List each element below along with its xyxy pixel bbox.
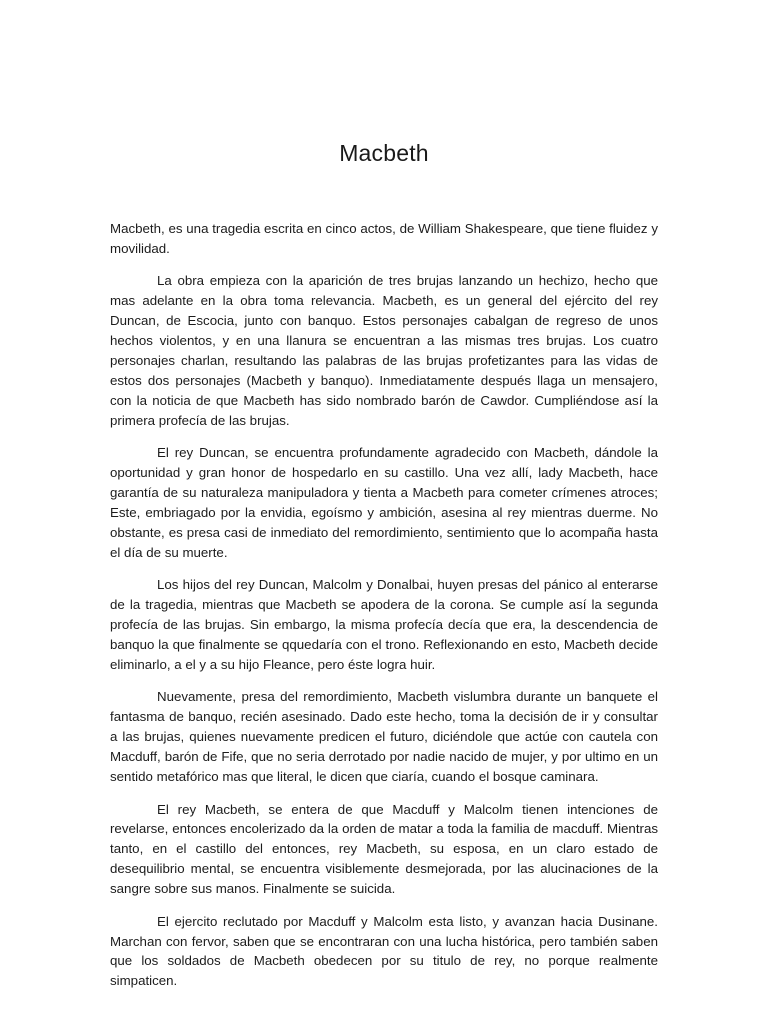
paragraph-banquet: Nuevamente, presa del remordimiento, Macbeth vislumbra durante un banquete el fantasma de banquo, recién asesinado. Dado este hecho, toma la decisión de ir y consultar a las brujas, quienes nuevamente predicen el futuro, diciéndole que actúe con cautela con Macduff, barón de Fife, que no seria derrotado por nadie nacido de mujer, y por ultimo en un sentido metafórico mas que literal, le dicen que ciaría, cuando el bosque caminara. <box>110 689 658 785</box>
paragraph-intro: Macbeth, es una tragedia escrita en cinco actos, de William Shakespeare, que tiene fluidez y movilidad. <box>110 221 658 256</box>
document-title: Macbeth <box>339 140 429 166</box>
document-body <box>110 219 658 1004</box>
paragraph-witches: La obra empieza con la aparición de tres brujas lanzando un hechizo, hecho que mas adelante en la obra toma relevancia. Macbeth, es un general del ejército del rey Duncan, de Escocia, junto con banquo. Estos personajes cabalgan de regreso de unos hechos violentos, y en una llanura se encuentran a las mismas tres brujas. Los cuatro personajes charlan, resultando las palabras de las brujas profetizantes para las vidas de estos dos personajes (Macbeth y banquo). Inmediatamente después llaga un mensajero, con la noticia de que Macbeth has sido nombrado barón de Cawdor. Cumpliéndose así la primera profecía de las brujas. <box>110 273 658 428</box>
paragraph-duncan: El rey Duncan, se encuentra profundamente agradecido con Macbeth, dándole la oportunidad y gran honor de hospedarlo en su castillo. Una vez allí, lady Macbeth, hace garantía de su naturaleza manipuladora y tienta a Macbeth para cometer crímenes atroces; Este, embriagado por la envidia, egoísmo y ambición, asesina al rey mientras duerme. No obstante, es presa casi de inmediato del remordimiento, sentimiento que lo acompaña hasta el día de su muerte. <box>110 445 658 560</box>
paragraph-army: El ejercito reclutado por Macduff y Malcolm esta listo, y avanzan hacia Dusinane. Marchan con fervor, saben que se encontraran con una lucha histórica, pero también saben que los soldados de Macbeth obedecen por su titulo de rey, no porque realmente simpaticen. <box>110 913 658 989</box>
paragraph-sons: Los hijos del rey Duncan, Malcolm y Donalbai, huyen presas del pánico al enterarse de la tragedia, mientras que Macbeth se apodera de la corona. Se cumple así la segunda profecía de las brujas. Sin embargo, la misma profecía decía que era, la descendencia de banquo la que finalmente se qquedaría con el trono. Reflexionando en esto, Macbeth decide eliminarlo, a el y a su hijo Fleance, pero éste logra huir. <box>110 577 658 672</box>
paragraph-macduff: El rey Macbeth, se entera de que Macduff y Malcolm tienen intenciones de revelarse, entonces encolerizado da la orden de matar a toda la familia de macduff. Mientras tanto, en el castillo del entonces, rey Macbeth, su esposa, en un claro estado de desequilibrio mental, se encuentra visiblemente desmejorada, por las alucinaciones de la sangre sobre sus manos. Finalmente se suicida. <box>110 801 658 897</box>
